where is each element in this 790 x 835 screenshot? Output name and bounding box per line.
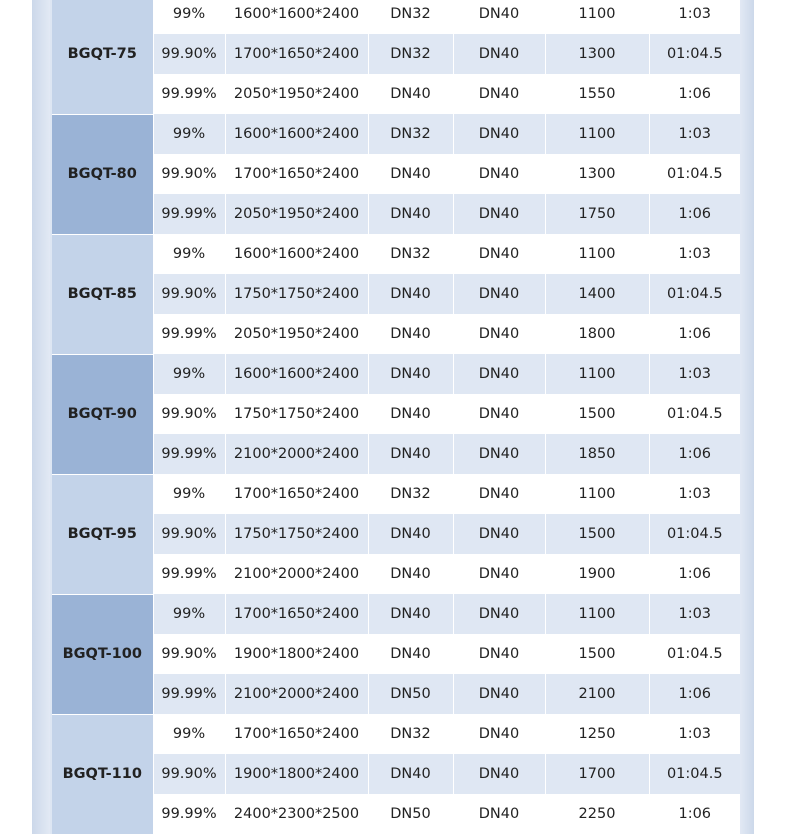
inlet-size-cell: DN40 [368,514,453,554]
purity-cell: 99% [153,354,225,394]
ratio-cell: 1:03 [649,114,740,154]
purity-cell: 99.99% [153,554,225,594]
dimensions-cell: 1600*1600*2400 [225,234,368,274]
weight-cell: 1400 [545,274,649,314]
weight-cell: 1100 [545,594,649,634]
outlet-size-cell: DN40 [453,754,545,794]
weight-cell: 1500 [545,514,649,554]
inlet-size-cell: DN32 [368,234,453,274]
dimensions-cell: 1600*1600*2400 [225,354,368,394]
ratio-cell: 1:03 [649,474,740,514]
purity-cell: 99.99% [153,674,225,714]
purity-cell: 99.90% [153,754,225,794]
inlet-size-cell: DN40 [368,554,453,594]
purity-cell: 99.99% [153,314,225,354]
spec-table-body [52,0,740,834]
outlet-size-cell: DN40 [453,34,545,74]
outlet-size-cell: DN40 [453,114,545,154]
dimensions-cell: 1700*1650*2400 [225,34,368,74]
purity-cell: 99.99% [153,434,225,474]
model-name-cell: BGQT-75 [52,0,153,114]
model-name-cell: BGQT-95 [52,474,153,594]
purity-cell: 99.90% [153,34,225,74]
inlet-size-cell: DN40 [368,354,453,394]
dimensions-cell: 1600*1600*2400 [225,114,368,154]
purity-cell: 99.90% [153,394,225,434]
dimensions-cell: 1700*1650*2400 [225,474,368,514]
inlet-size-cell: DN32 [368,714,453,754]
outlet-size-cell: DN40 [453,634,545,674]
dimensions-cell: 2400*2300*2500 [225,794,368,834]
outlet-size-cell: DN40 [453,154,545,194]
dimensions-cell: 1600*1600*2400 [225,0,368,34]
dimensions-cell: 1700*1650*2400 [225,714,368,754]
spec-table [52,0,740,835]
outlet-size-cell: DN40 [453,434,545,474]
purity-cell: 99.99% [153,74,225,114]
table-row [52,354,740,394]
table-row [52,114,740,154]
inlet-size-cell: DN40 [368,434,453,474]
ratio-cell: 01:04.5 [649,34,740,74]
dimensions-cell: 1750*1750*2400 [225,394,368,434]
purity-cell: 99.90% [153,634,225,674]
purity-cell: 99% [153,114,225,154]
table-row [52,714,740,754]
weight-cell: 2100 [545,674,649,714]
table-row [52,634,740,674]
inlet-size-cell: DN40 [368,634,453,674]
weight-cell: 1900 [545,554,649,594]
table-row [52,74,740,114]
weight-cell: 1750 [545,194,649,234]
ratio-cell: 1:03 [649,354,740,394]
inlet-size-cell: DN40 [368,594,453,634]
purity-cell: 99.90% [153,274,225,314]
dimensions-cell: 1900*1800*2400 [225,754,368,794]
weight-cell: 1300 [545,154,649,194]
dimensions-cell: 2100*2000*2400 [225,554,368,594]
ratio-cell: 01:04.5 [649,154,740,194]
inlet-size-cell: DN40 [368,314,453,354]
dimensions-cell: 1750*1750*2400 [225,514,368,554]
purity-cell: 99.90% [153,514,225,554]
outlet-size-cell: DN40 [453,394,545,434]
weight-cell: 1250 [545,714,649,754]
ratio-cell: 1:06 [649,434,740,474]
outlet-size-cell: DN40 [453,714,545,754]
table-row [52,794,740,834]
table-row [52,274,740,314]
ratio-cell: 01:04.5 [649,634,740,674]
table-row [52,234,740,274]
purity-cell: 99% [153,0,225,34]
outlet-size-cell: DN40 [453,354,545,394]
ratio-cell: 01:04.5 [649,754,740,794]
outlet-size-cell: DN40 [453,594,545,634]
outlet-size-cell: DN40 [453,274,545,314]
table-row [52,754,740,794]
ratio-cell: 1:03 [649,0,740,34]
outlet-size-cell: DN40 [453,314,545,354]
table-row [52,34,740,74]
ratio-cell: 1:06 [649,794,740,834]
model-name-cell: BGQT-100 [52,594,153,714]
table-row [52,554,740,594]
dimensions-cell: 1750*1750*2400 [225,274,368,314]
table-row [52,154,740,194]
ratio-cell: 01:04.5 [649,514,740,554]
ratio-cell: 1:06 [649,674,740,714]
inlet-size-cell: DN32 [368,474,453,514]
dimensions-cell: 1900*1800*2400 [225,634,368,674]
weight-cell: 1100 [545,234,649,274]
inlet-size-cell: DN50 [368,674,453,714]
dimensions-cell: 1700*1650*2400 [225,154,368,194]
purity-cell: 99% [153,474,225,514]
dimensions-cell: 2050*1950*2400 [225,194,368,234]
outlet-size-cell: DN40 [453,474,545,514]
weight-cell: 1500 [545,634,649,674]
ratio-cell: 1:03 [649,714,740,754]
weight-cell: 1100 [545,354,649,394]
inlet-size-cell: DN32 [368,114,453,154]
ratio-cell: 1:03 [649,594,740,634]
ratio-cell: 01:04.5 [649,274,740,314]
outlet-size-cell: DN40 [453,0,545,34]
outlet-size-cell: DN40 [453,194,545,234]
weight-cell: 1700 [545,754,649,794]
table-row [52,594,740,634]
model-name-cell: BGQT-110 [52,714,153,834]
purity-cell: 99% [153,714,225,754]
outlet-size-cell: DN40 [453,794,545,834]
dimensions-cell: 2100*2000*2400 [225,434,368,474]
table-row [52,0,740,34]
weight-cell: 2250 [545,794,649,834]
model-name-cell: BGQT-85 [52,234,153,354]
ratio-cell: 1:06 [649,194,740,234]
model-name-cell: BGQT-80 [52,114,153,234]
inlet-size-cell: DN32 [368,34,453,74]
inlet-size-cell: DN40 [368,154,453,194]
ratio-cell: 1:06 [649,314,740,354]
outlet-size-cell: DN40 [453,234,545,274]
inlet-size-cell: DN40 [368,274,453,314]
purity-cell: 99% [153,594,225,634]
weight-cell: 1550 [545,74,649,114]
ratio-cell: 01:04.5 [649,394,740,434]
table-row [52,194,740,234]
table-row [52,394,740,434]
weight-cell: 1100 [545,474,649,514]
purity-cell: 99.99% [153,194,225,234]
dimensions-cell: 1700*1650*2400 [225,594,368,634]
ratio-cell: 1:06 [649,74,740,114]
weight-cell: 1850 [545,434,649,474]
inlet-size-cell: DN40 [368,194,453,234]
outlet-size-cell: DN40 [453,514,545,554]
table-row [52,674,740,714]
weight-cell: 1300 [545,34,649,74]
outlet-size-cell: DN40 [453,554,545,594]
inlet-size-cell: DN40 [368,754,453,794]
table-row [52,314,740,354]
dimensions-cell: 2100*2000*2400 [225,674,368,714]
inlet-size-cell: DN40 [368,74,453,114]
dimensions-cell: 2050*1950*2400 [225,314,368,354]
table-row [52,434,740,474]
inlet-size-cell: DN32 [368,0,453,34]
inlet-size-cell: DN50 [368,794,453,834]
purity-cell: 99% [153,234,225,274]
outlet-size-cell: DN40 [453,674,545,714]
inlet-size-cell: DN40 [368,394,453,434]
purity-cell: 99.90% [153,154,225,194]
outlet-size-cell: DN40 [453,74,545,114]
weight-cell: 1800 [545,314,649,354]
purity-cell: 99.99% [153,794,225,834]
ratio-cell: 1:06 [649,554,740,594]
weight-cell: 1100 [545,114,649,154]
table-row [52,514,740,554]
model-name-cell: BGQT-90 [52,354,153,474]
weight-cell: 1100 [545,0,649,34]
table-row [52,474,740,514]
dimensions-cell: 2050*1950*2400 [225,74,368,114]
ratio-cell: 1:03 [649,234,740,274]
weight-cell: 1500 [545,394,649,434]
